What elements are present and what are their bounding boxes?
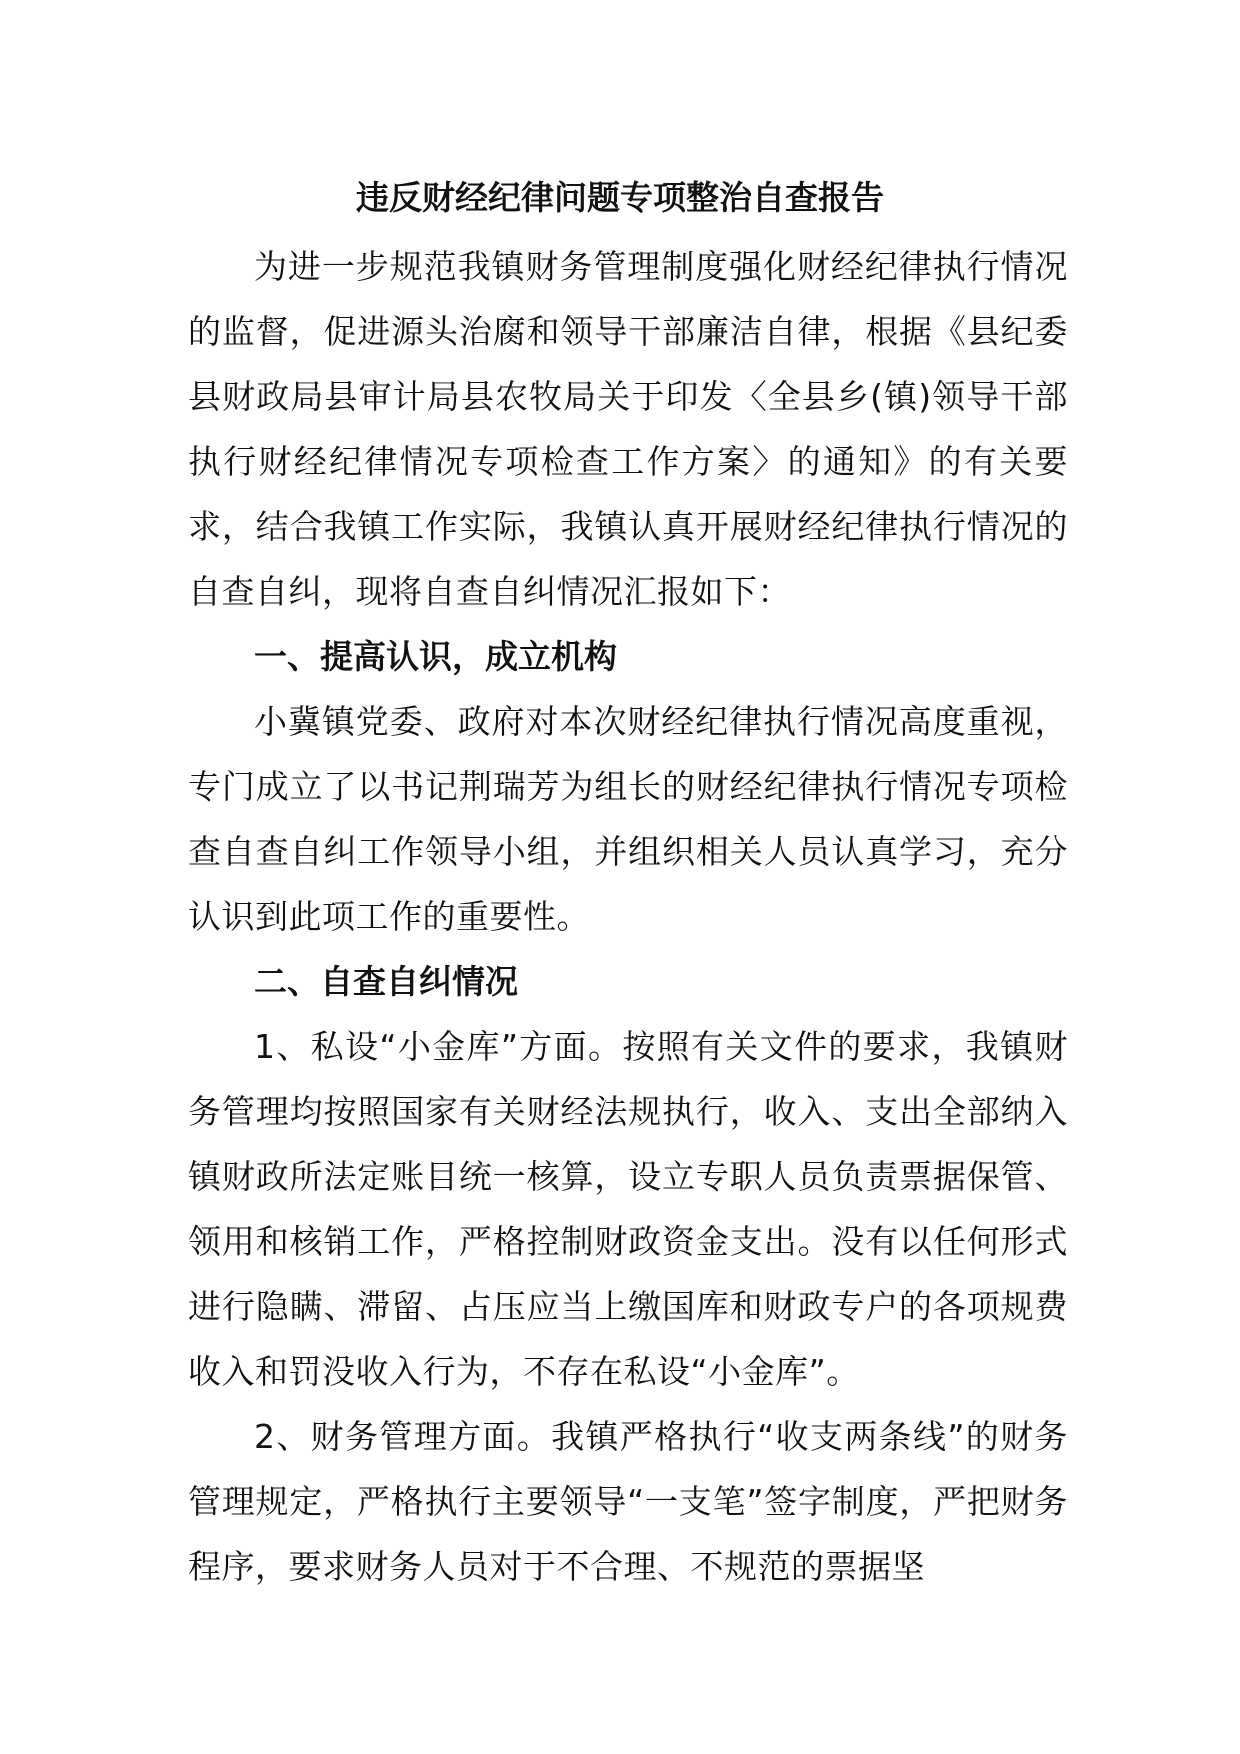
document-body <box>188 234 1068 1599</box>
section-heading-2: 二、自查自纠情况 <box>254 962 518 1001</box>
paragraph-item-2: 2、财务管理方面。我镇严格执行“收支两条线”的财务管理规定，严格执行主要领导“一支笔”签字制度，严把财务程序，要求财务人员对于不合理、不规范的票据坚 <box>188 1417 1068 1586</box>
paragraph-section-1: 小冀镇党委、政府对本次财经纪律执行情况高度重视，专门成立了以书记荆瑞芳为组长的财经纪律执行情况专项检查自查自纠工作领导小组，并组织相关人员认真学习，充分认识到此项工作的重要性。 <box>188 702 1068 936</box>
paragraph-item-1: 1、私设“小金库”方面。按照有关文件的要求，我镇财务管理均按照国家有关财经法规执行，收入、支出全部纳入镇财政所法定账目统一核算，设立专职人员负责票据保管、领用和核销工作，严格控制财政资金支出。没有以任何形式进行隐瞒、滞留、占压应当上缴国库和财政专户的各项规费收入和罚没收入行为，不存在私设“小金库”。 <box>188 1027 1068 1391</box>
section-heading-1: 一、提高认识，成立机构 <box>254 637 617 676</box>
paragraph-intro: 为进一步规范我镇财务管理制度强化财经纪律执行情况的监督，促进源头治腐和领导干部廉洁自律，根据《县纪委县财政局县审计局县农牧局关于印发〈全县乡(镇)领导干部执行财经纪律情况专项检查工作方案〉的通知》的有关要求，结合我镇工作实际，我镇认真开展财经纪律执行情况的自查自纠，现将自查自纠情况汇报如下： <box>188 247 1068 611</box>
document-title: 违反财经纪律问题专项整治自查报告 <box>356 178 884 217</box>
